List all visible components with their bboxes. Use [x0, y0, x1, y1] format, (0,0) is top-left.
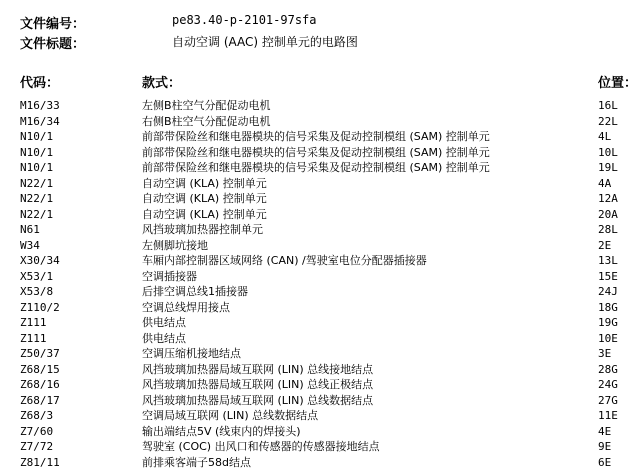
row-description: 驾驶室 (COC) 出风口和传感器的传感器接地结点	[142, 440, 380, 453]
row-position: 19G	[598, 316, 618, 329]
row-position: 28L	[598, 223, 618, 236]
header-position: 位置：	[598, 76, 638, 91]
header-model: 款式：	[142, 76, 182, 91]
row-description: 右侧B柱空气分配促动电机	[142, 114, 271, 128]
row-code: Z68/16	[20, 378, 60, 391]
row-position: 9E	[598, 440, 612, 453]
table-row	[0, 362, 644, 378]
table-row	[0, 393, 644, 409]
header-code: 代码：	[20, 76, 60, 91]
row-description: 前部带保险丝和继电器模块的信号采集及促动控制模组 (SAM) 控制单元	[142, 145, 490, 159]
row-description: 供电结点	[142, 331, 186, 345]
row-description: 左侧脚坑接地	[142, 238, 208, 252]
row-description: 自动空调 (KLA) 控制单元	[142, 192, 267, 205]
table-row	[0, 455, 644, 471]
doc-number-value: pe83.40-p-2101-97sfa	[172, 13, 317, 27]
row-description: 前排乘客端子58d结点	[142, 455, 251, 469]
row-code: M16/33	[20, 99, 60, 112]
table-row	[0, 346, 644, 362]
row-position: 4E	[598, 424, 612, 438]
row-code: Z68/15	[20, 362, 60, 376]
table-row	[0, 191, 644, 207]
row-position: 20A	[598, 207, 618, 221]
doc-number-label: 文件编号：	[20, 17, 86, 32]
row-code: N22/1	[20, 207, 54, 221]
row-description: 自动空调 (KLA) 控制单元	[142, 176, 267, 190]
row-position: 2E	[598, 238, 612, 252]
row-position: 15E	[598, 269, 618, 283]
row-code: M16/34	[20, 114, 60, 128]
row-code: W34	[20, 238, 40, 252]
table-row	[0, 408, 644, 424]
row-description: 空调压缩机接地结点	[142, 347, 241, 360]
table-row	[0, 331, 644, 347]
row-description: 空调局域互联网 (LIN) 总线数据结点	[142, 409, 319, 422]
row-position: 10E	[598, 331, 618, 345]
row-code: Z81/11	[20, 455, 60, 469]
row-code: Z111	[20, 316, 47, 329]
row-description: 风挡玻璃加热器局域互联网 (LIN) 总线正极结点	[142, 378, 374, 391]
row-code: N10/1	[20, 145, 54, 159]
row-position: 24G	[598, 378, 618, 391]
table-row	[0, 284, 644, 300]
table-row	[0, 424, 644, 440]
row-position: 4L	[598, 130, 612, 143]
row-code: Z7/60	[20, 424, 54, 438]
table-row	[0, 253, 644, 269]
row-code: X53/8	[20, 285, 54, 298]
doc-title-label: 文件标题：	[20, 37, 86, 52]
row-description: 风挡玻璃加热器控制单元	[142, 223, 263, 236]
component-list	[0, 98, 644, 470]
table-row	[0, 114, 644, 130]
row-position: 28G	[598, 362, 618, 376]
row-position: 12A	[598, 192, 618, 205]
row-description: 左侧B柱空气分配促动电机	[142, 99, 271, 112]
row-description: 车厢内部控制器区域网络 (CAN) /驾驶室电位分配器插接器	[142, 254, 427, 267]
row-description: 供电结点	[142, 316, 186, 329]
row-code: N10/1	[20, 130, 54, 143]
row-code: N22/1	[20, 192, 54, 205]
row-description: 前部带保险丝和继电器模块的信号采集及促动控制模组 (SAM) 控制单元	[142, 130, 490, 143]
row-position: 4A	[598, 176, 612, 190]
row-position: 24J	[598, 285, 618, 298]
row-code: Z68/17	[20, 393, 60, 407]
table-row	[0, 377, 644, 393]
row-code: Z110/2	[20, 300, 60, 314]
row-description: 空调插接器	[142, 269, 197, 283]
row-position: 27G	[598, 393, 618, 407]
table-row	[0, 300, 644, 316]
row-description: 输出端结点5V (线束内的焊接头)	[142, 424, 301, 438]
row-position: 16L	[598, 99, 618, 112]
row-position: 10L	[598, 145, 618, 159]
row-position: 22L	[598, 114, 618, 128]
row-code: Z50/37	[20, 347, 60, 360]
row-code: Z111	[20, 331, 47, 345]
doc-title-value: 自动空调 (AAC) 控制单元的电路图	[172, 35, 358, 49]
table-row	[0, 145, 644, 161]
table-row	[0, 439, 644, 455]
table-row	[0, 129, 644, 145]
row-code: Z7/72	[20, 440, 54, 453]
row-code: N22/1	[20, 176, 54, 190]
table-row	[0, 98, 644, 114]
table-row	[0, 160, 644, 176]
row-position: 3E	[598, 347, 612, 360]
row-code: N61	[20, 223, 40, 236]
row-description: 自动空调 (KLA) 控制单元	[142, 207, 267, 221]
row-position: 19L	[598, 161, 618, 174]
row-position: 6E	[598, 455, 612, 469]
row-position: 11E	[598, 409, 618, 422]
row-description: 风挡玻璃加热器局域互联网 (LIN) 总线数据结点	[142, 393, 374, 407]
row-code: Z68/3	[20, 409, 54, 422]
row-description: 空调总线焊用接点	[142, 300, 230, 314]
row-description: 后排空调总线1插接器	[142, 285, 248, 298]
row-description: 前部带保险丝和继电器模块的信号采集及促动控制模组 (SAM) 控制单元	[142, 161, 490, 174]
table-row	[0, 222, 644, 238]
table-row	[0, 238, 644, 254]
row-code: X30/34	[20, 254, 60, 267]
table-row	[0, 315, 644, 331]
row-position: 18G	[598, 300, 618, 314]
table-row	[0, 269, 644, 285]
row-code: X53/1	[20, 269, 54, 283]
table-row	[0, 207, 644, 223]
row-position: 13L	[598, 254, 618, 267]
row-code: N10/1	[20, 161, 54, 174]
table-row	[0, 176, 644, 192]
row-description: 风挡玻璃加热器局域互联网 (LIN) 总线接地结点	[142, 362, 374, 376]
